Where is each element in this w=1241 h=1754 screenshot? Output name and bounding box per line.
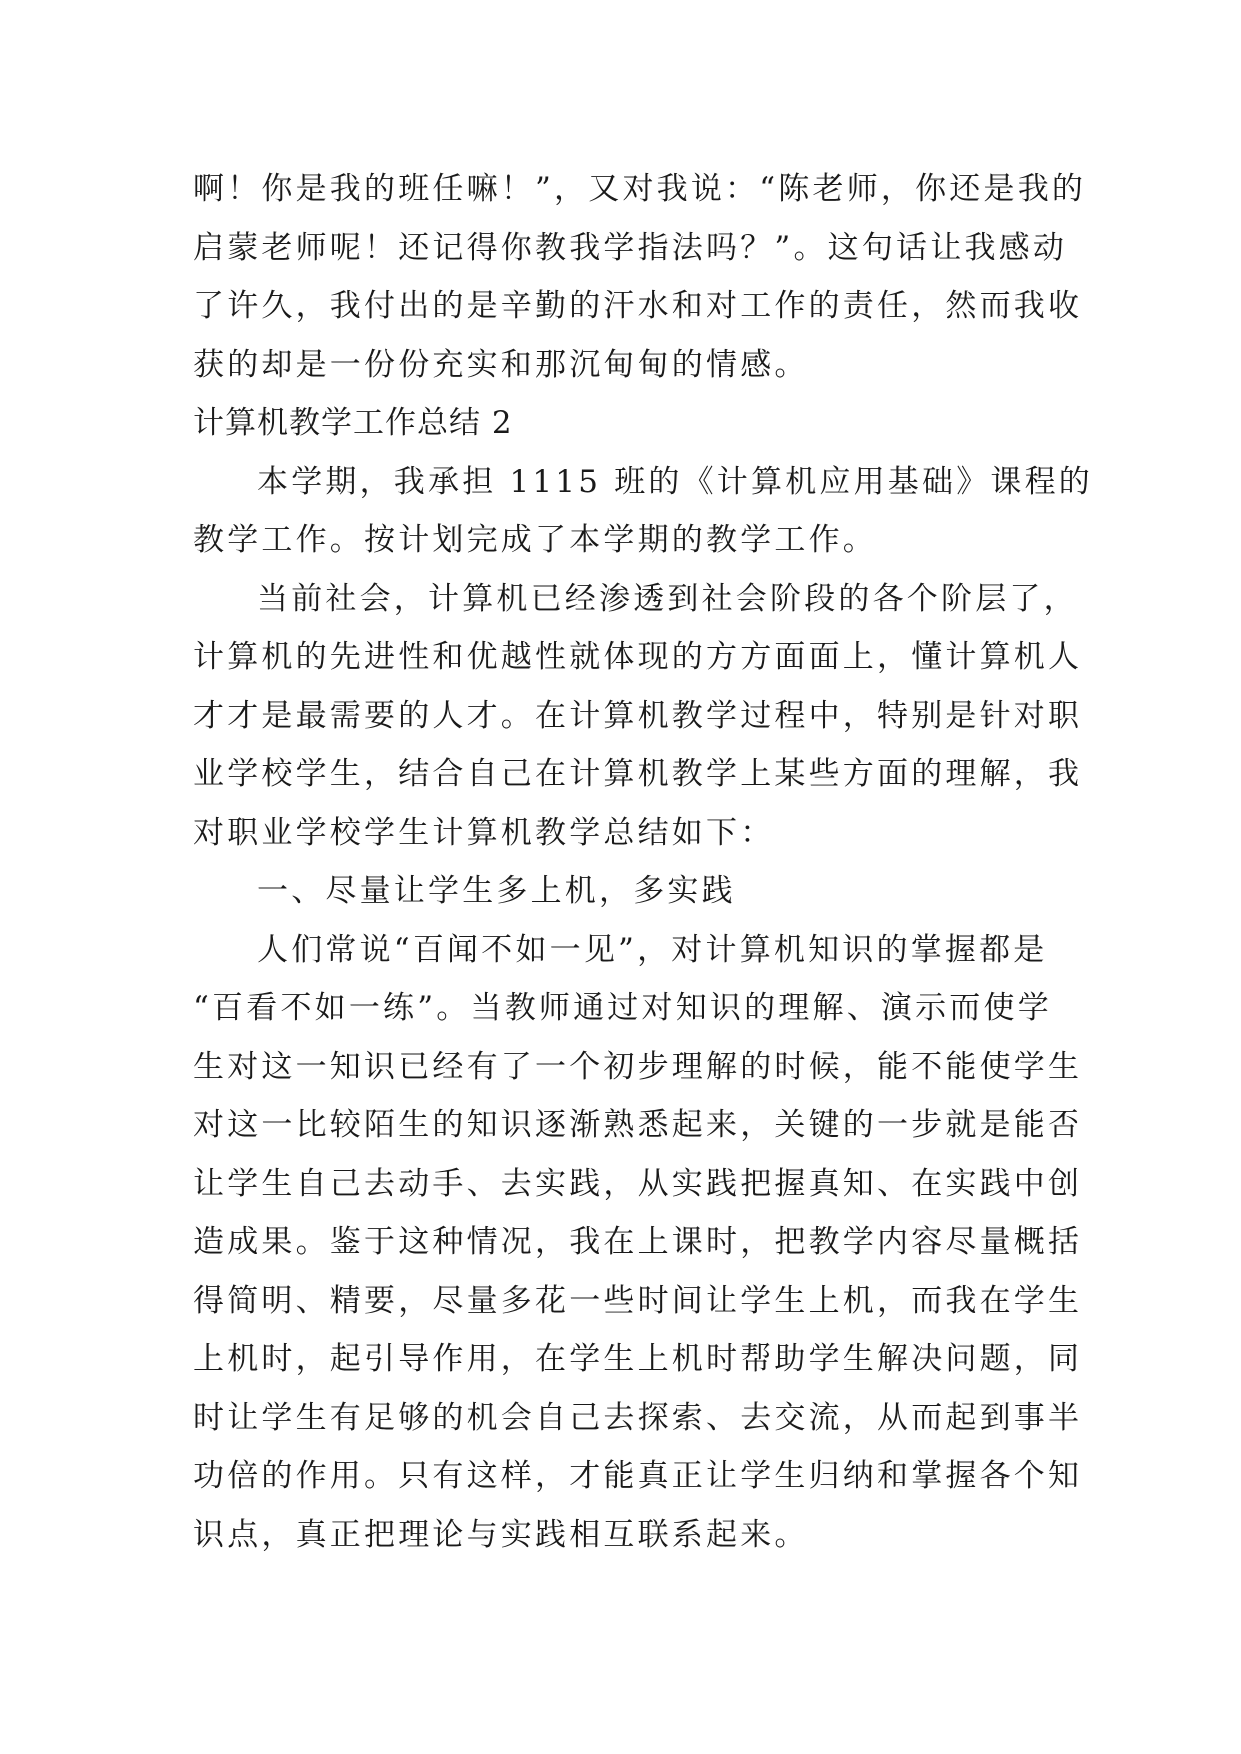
text-line: 对职业学校学生计算机教学总结如下： (193, 814, 775, 851)
text-line: 一、尽量让学生多上机，多实践 (257, 873, 736, 909)
section-heading: 计算机教学工作总结 2 (193, 405, 513, 441)
text-line: 识点，真正把理论与实践相互联系起来。 (193, 1516, 809, 1553)
text-line: 上机时，起引导作用，在学生上机时帮助学生解决问题，同 (193, 1341, 1083, 1377)
text-line: 了许久，我付出的是辛勤的汗水和对工作的责任，然而我收 (193, 288, 1083, 324)
document-body (193, 160, 1093, 1564)
text-line: 造成果。鉴于这种情况，我在上课时，把教学内容尽量概括 (193, 1224, 1083, 1260)
text-line: 得简明、精要，尽量多花一些时间让学生上机，而我在学生 (193, 1282, 1083, 1319)
text-line: 让学生自己去动手、去实践，从实践把握真知、在实践中创 (193, 1165, 1083, 1202)
text-line: 时让学生有足够的机会自己去探索、去交流，从而起到事半 (193, 1399, 1083, 1436)
text-line: 当前社会，计算机已经渗透到社会阶段的各个阶层了， (257, 580, 1078, 617)
text-line: 获的却是一份份充实和那沉甸甸的情感。 (193, 346, 809, 383)
text-line: 生对这一知识已经有了一个初步理解的时候，能不能使学生 (193, 1048, 1083, 1085)
text-line: 人们常说“百闻不如一见”，对计算机知识的掌握都是 (257, 931, 1048, 968)
text-line: 业学校学生，结合自己在计算机教学上某些方面的理解，我 (193, 756, 1083, 792)
text-line: 计算机的先进性和优越性就体现的方方面面上，懂计算机人 (193, 639, 1083, 675)
text-line: 启蒙老师呢！还记得你教我学指法吗？”。这句话让我感动 (193, 229, 1068, 266)
text-line: 对这一比较陌生的知识逐渐熟悉起来，关键的一步就是能否 (193, 1107, 1083, 1143)
text-line: “百看不如一练”。当教师通过对知识的理解、演示而使学 (193, 990, 1052, 1026)
text-line: 才才是最需要的人才。在计算机教学过程中，特别是针对职 (193, 697, 1083, 734)
text-line: 本学期，我承担 1115 班的《计算机应用基础》课程的 (257, 463, 1093, 500)
text-line: 啊！你是我的班任嘛！”，又对我说：“陈老师，你还是我的 (193, 171, 1087, 207)
text-line: 功倍的作用。只有这样，才能真正让学生归纳和掌握各个知 (193, 1458, 1083, 1494)
text-line: 教学工作。按计划完成了本学期的教学工作。 (193, 522, 877, 558)
